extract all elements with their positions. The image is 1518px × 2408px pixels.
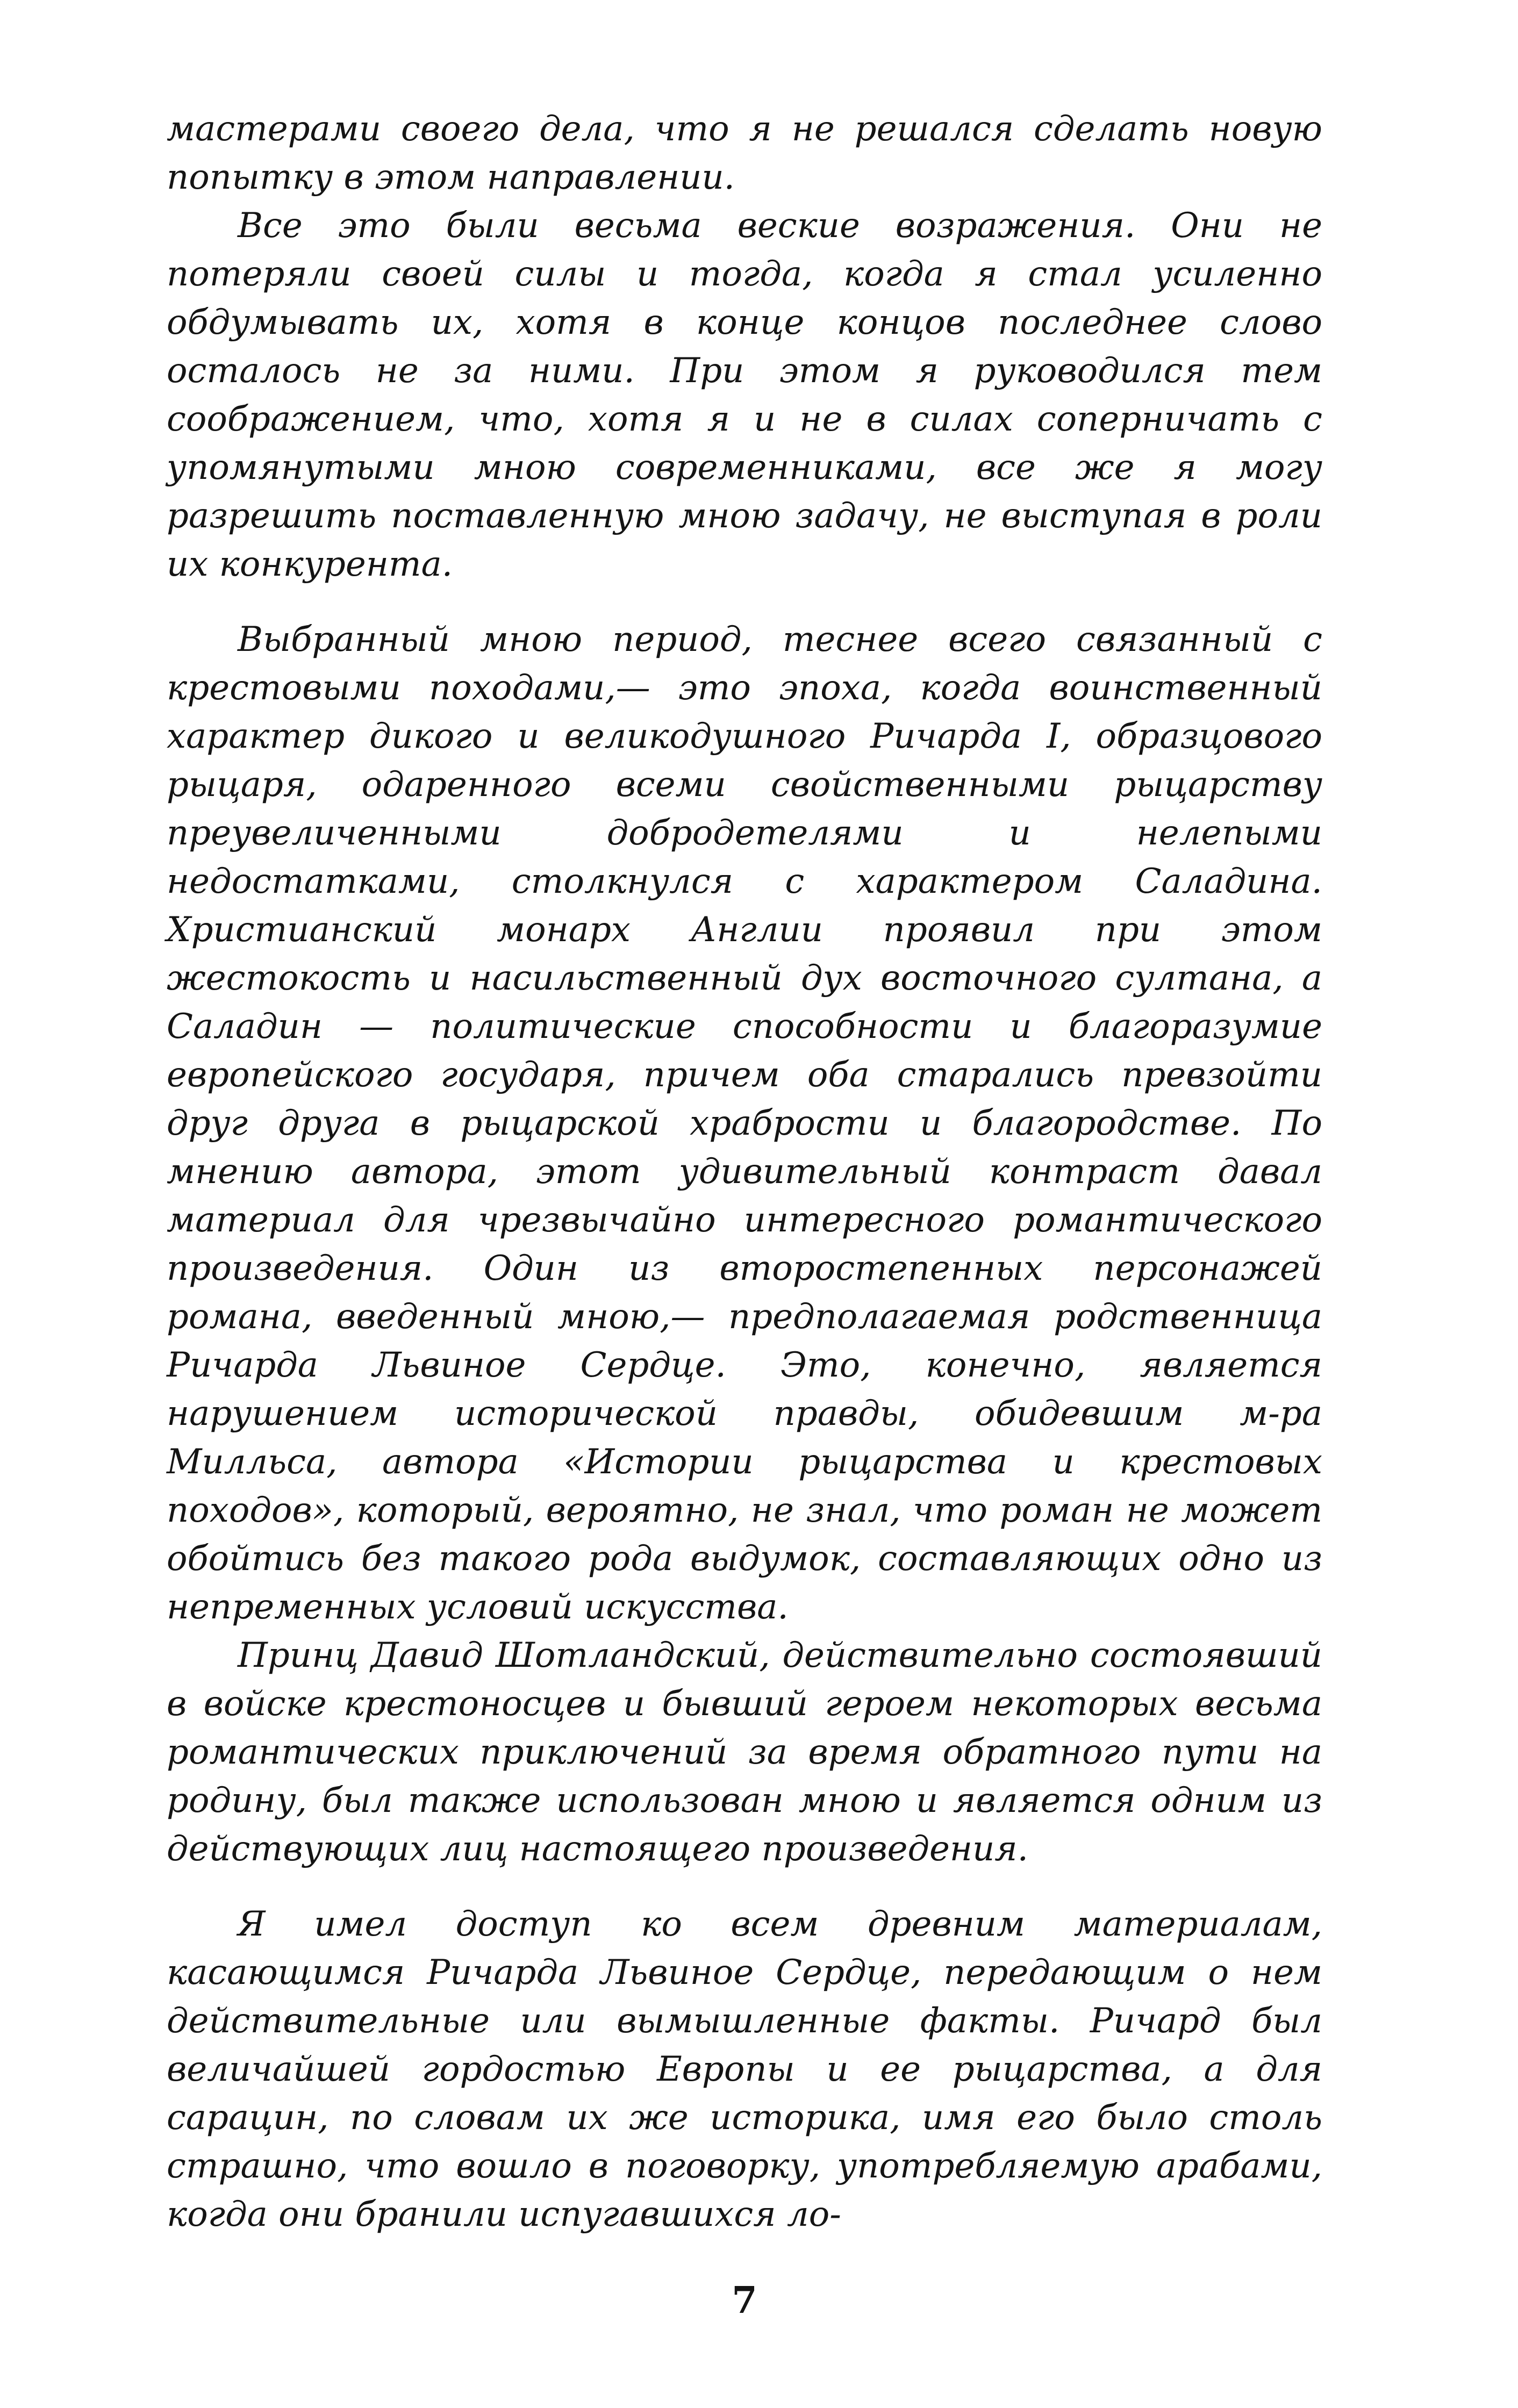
paragraph-continuation: мастерами своего дела, что я не решался сделать новую попытку в этом направлении. <box>167 109 1322 197</box>
book-page <box>167 105 1322 2373</box>
paragraph-period: Выбранный мною период, теснее всего связанный с крестовыми походами,— это эпоха, когда воинственный характер дикого и великодушного Ричарда I, образцового рыцаря, одаренного всеми свойственными рыцарству преувеличенными добродетелями и нелепыми недостатками, столкнулся с характером Саладина. Христианский монарх Англии проявил при этом жестокость и насильственный дух восточного султана, а Саладин — политические способности и благоразумие европейского государя, причем оба старались превзойти друг друга в рыцарской храбрости и благородстве. По мнению автора, этот удивительный контраст давал материал для чрезвычайно интересного романтического произведения. Один из второстепенных персонажей романа, введенный мною,— предполагаемая родственница Ричарда Львиное Сердце. Это, конечно, является нарушением исторической правды, обидевшим м-ра Милльса, автора «Истории рыцарства и крестовых походов», который, вероятно, не знал, что роман не может обойтись без такого рода выдумок, составляющих одно из непременных условий искусства. <box>167 620 1322 1627</box>
paragraph-sources: Я имел доступ ко всем древним материалам, касающимся Ричарда Львиное Сердце, передающим о нем действительные или вымышленные факты. Ричард был величайшей гордостью Европы и ее рыцарства, а для сарацин, по словам их же историка, имя его было столь страшно, что вошло в поговорку, употребляемую арабами, когда они бранили испугавшихся ло- <box>167 1904 1322 2234</box>
page-number: 7 <box>732 2279 757 2322</box>
paragraph-prince-david: Принц Давид Шотландский, действительно состоявший в войске крестоносцев и бывший героем некоторых весьма романтических приключений за время обратного пути на родину, был также использован мною и является одним из действующих лиц настоящего произведения. <box>167 1636 1322 1869</box>
body-text <box>167 105 1322 2239</box>
paragraph-objections: Все это были весьма веские возражения. Они не потеряли своей силы и тогда, когда я стал усиленно обдумывать их, хотя в конце концов последнее слово осталось не за ними. При этом я руководился тем соображением, что, хотя я и не в силах соперничать с упомянутыми мною современниками, все же я могу разрешить поставленную мною задачу, не выступая в роли их конкурента. <box>167 206 1322 584</box>
